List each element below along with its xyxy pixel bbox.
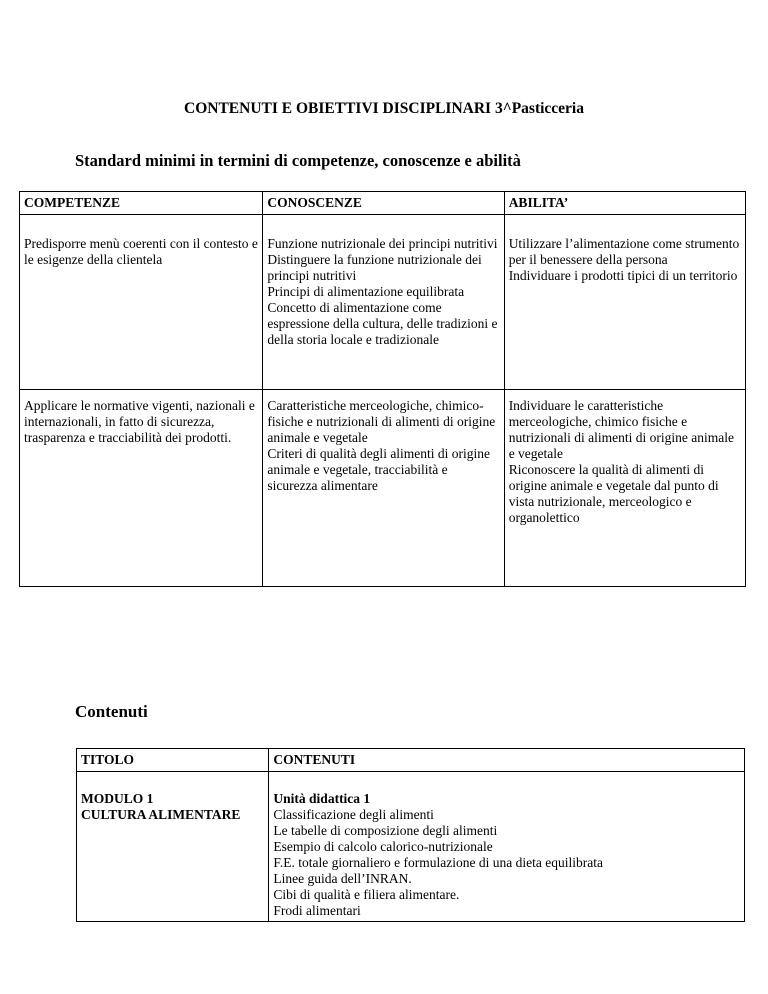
unit-title: Unità didattica 1 (273, 791, 371, 806)
table-header-row (20, 192, 746, 215)
list-item: Linee guida dell’INRAN. (273, 871, 412, 886)
list-item: Cibi di qualità e filiera alimentare. (273, 887, 460, 902)
cell-text: Predisporre menù coerenti con il contesto e le esigenze della clientela (24, 236, 258, 267)
cell-competenze (20, 215, 263, 390)
standards-table (19, 191, 746, 587)
list-item: Frodi alimentari (273, 903, 361, 918)
cell-abilita (504, 390, 745, 587)
list-item: Esempio di calcolo calorico-nutrizionale (273, 839, 493, 854)
module-number: MODULO 1 (81, 791, 154, 806)
cell-competenze (20, 390, 263, 587)
cell-text: Funzione nutrizionale dei principi nutritivi Distinguere la funzione nutrizionale dei principi nutritivi Principi di alimentazione equilibrata Concetto di alimentazione come espressione della cultura, delle tradizioni e della storia locale e tradizionale (267, 236, 498, 347)
cell-text: Utilizzare l’alimentazione come strumento per il benessere della persona Individuare i prodotti tipici di un territorio (508, 236, 740, 283)
header-conoscenze: CONOSCENZE (263, 192, 504, 215)
contenuti-heading: Contenuti (75, 702, 148, 721)
cell-contenuti (269, 772, 745, 922)
table-row (77, 772, 745, 922)
header-titolo: TITOLO (77, 749, 269, 772)
list-item: Le tabelle di composizione degli alimenti (273, 823, 498, 838)
cell-text: Individuare le caratteristiche merceologiche, chimico fisiche e nutrizionali di alimenti di origine animale e vegetale Riconoscere la qualità di alimenti di origine animale e vegetale dal punto di vista nutrizionale, merceologico e organolettico (508, 398, 735, 525)
table-row (20, 215, 746, 390)
cell-text: Applicare le normative vigenti, nazionali e internazionali, in fatto di sicurezza, trasparenza e tracciabilità dei prodotti. (24, 398, 255, 445)
cell-text: Caratteristiche merceologiche, chimico-fisiche e nutrizionali di alimenti di origine animale e vegetale Criteri di qualità degli alimenti di origine animale e vegetale, tracciabilità e sicurezza alimentare (267, 398, 496, 493)
cell-conoscenze (263, 390, 504, 587)
cell-abilita (504, 215, 745, 390)
contenuti-table (76, 748, 745, 922)
page-title: CONTENUTI E OBIETTIVI DISCIPLINARI 3^Pasticceria (184, 100, 584, 117)
cell-titolo (77, 772, 269, 922)
header-abilita: ABILITA’ (504, 192, 745, 215)
header-competenze: COMPETENZE (20, 192, 263, 215)
table-header-row (77, 749, 745, 772)
cell-conoscenze (263, 215, 504, 390)
list-item: Classificazione degli alimenti (273, 807, 434, 822)
header-contenuti: CONTENUTI (269, 749, 745, 772)
page-subtitle: Standard minimi in termini di competenze, conoscenze e abilità (75, 151, 521, 170)
module-title: CULTURA ALIMENTARE (81, 807, 241, 822)
list-item: F.E. totale giornaliero e formulazione di una dieta equilibrata (273, 855, 603, 870)
table-row (20, 390, 746, 587)
